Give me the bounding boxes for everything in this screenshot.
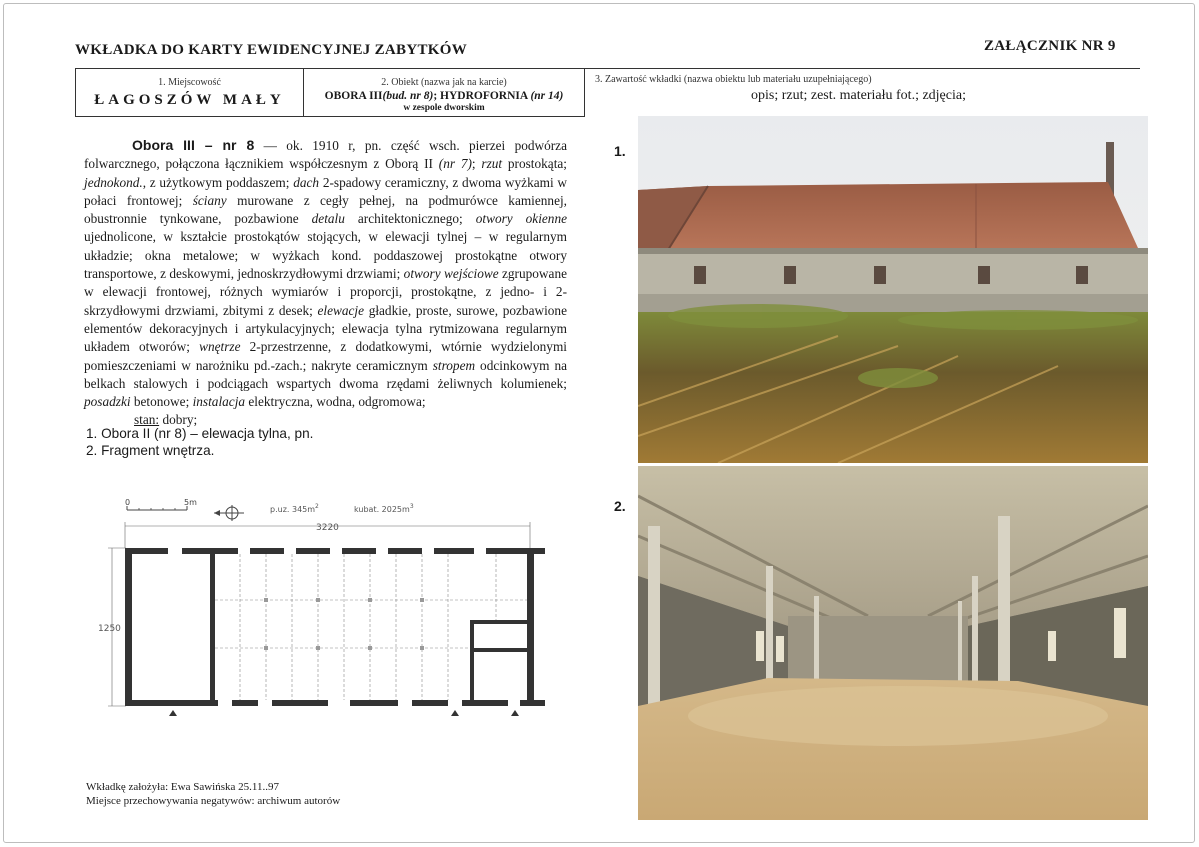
description-lead: Obora III – nr 8 <box>132 137 255 153</box>
condition-label: stan: <box>134 412 160 428</box>
object-name-part: ; HYDROFORNIA <box>433 90 531 102</box>
description-text: zgrupowane w elewacji frontowej, różnych wymiarów i proporcji, prostokątne, z jedno- i 2-skrzydłowymi drzwiami, zbitymi z desek; <box>84 266 567 318</box>
object-name-part: (bud. nr 8) <box>382 90 434 102</box>
floor-plan <box>98 488 558 728</box>
description-text: ujednolicone, w kształcie prostokątów stojących, w elewacji tylnej – w regularnym układzie; okna metalowe; w wyżkach kond. poddaszowej prostokątne otwory transportowe, z deskowymi, jednoskrzydłowymi drzwiami; <box>84 229 567 282</box>
description-text: odcinkowym na belkach stalowych i podciągach wspartych dwoma rzędami żeliwnych kolumienek; <box>84 357 567 391</box>
photo-barn-exterior <box>638 116 1148 463</box>
contents-field <box>585 68 1140 117</box>
description-term: otwory wejściowe <box>403 266 499 282</box>
photo-1-number: 1. <box>614 143 626 159</box>
description-text: — ok. 1910 r, pn. część wsch. pierzei podwórza folwarcznego, połączona łącznikiem współczesnym z Oborą II <box>84 138 567 172</box>
description-term: rzut <box>481 156 503 172</box>
annex-number: ZAŁĄCZNIK NR 9 <box>984 38 1116 54</box>
object-subtitle: w zespole dworskim <box>403 103 485 113</box>
usable-area-value: p.uz. 345m <box>270 505 316 514</box>
object-field <box>303 68 585 117</box>
scale-five: 5m <box>184 498 197 507</box>
photo-barn-interior <box>638 466 1148 820</box>
locality-value: ŁAGOSZÓW MAŁY <box>94 92 285 108</box>
description-text: , z użytkowym poddaszem; <box>142 174 294 190</box>
footer <box>86 780 340 808</box>
description-term: instalacja <box>192 394 246 410</box>
scale-bar <box>125 498 197 510</box>
contents-label: 3. Zawartość wkładki (nazwa obiektu lub materiału uzupełniającego) <box>595 74 872 85</box>
photo-2-number: 2. <box>614 498 626 514</box>
description-term: otwory okienne <box>475 211 568 227</box>
description-text: gładkie, proste, surowe, pozbawione elementów dekoracyjnych i artykulacyjnych; elewacja tylna rytmizowana regularnym układem otworów; <box>84 302 567 355</box>
description-text: prostokąta; <box>502 156 567 172</box>
description-term: (nr 7) <box>438 156 472 172</box>
usable-area-unit: 2 <box>315 503 319 510</box>
document-title: WKŁADKA DO KARTY EWIDENCYJNEJ ZABYTKÓW <box>75 42 468 58</box>
description-term: wnętrze <box>199 339 241 355</box>
description-text: murowane z cegły pełnej, na podmurówce kamiennej, obustronnie tynkowane, pozbawione <box>84 192 568 227</box>
entrance-markers <box>169 710 519 716</box>
scale-zero: 0 <box>125 498 131 507</box>
usable-area <box>270 503 319 514</box>
locality-field <box>75 68 303 117</box>
volume-unit: 3 <box>409 503 414 510</box>
description-text: 2-przestrzenne, z dodatkowymi, wtórnie wydzielonymi pomieszczeniami w narożniku pd.-zach.; nakryte ceramicznym <box>84 339 567 373</box>
description-text: ; <box>471 156 482 172</box>
description-text: elektryczna, wodna, odgromowa; <box>245 394 426 410</box>
description-term: stropem <box>432 357 476 373</box>
contents-value: opis; rzut; zest. materiału fot.; zdjęcia; <box>751 88 966 103</box>
description-text: 2-spadowy ceramiczny, z dwoma wyżkami w połaci frontowej; <box>84 174 567 208</box>
depth-dimension: 1250 <box>98 624 121 634</box>
locality-label: 1. Miejscowość <box>158 77 221 88</box>
description-text: architektonicznego; <box>344 211 476 227</box>
description-term: dach <box>293 174 320 190</box>
negatives-location: Miejsce przechowywania negatywów: archiwum autorów <box>86 795 341 807</box>
description-term: detalu <box>311 211 345 227</box>
width-dimension: 3220 <box>316 523 339 533</box>
description-term: jednokond. <box>84 174 143 190</box>
created-by: Wkładkę założyła: Ewa Sawińska 25.11..97 <box>86 781 279 793</box>
caption-2: 2. Fragment wnętrza. <box>86 443 215 458</box>
caption-1: 1. Obora II (nr 8) – elewacja tylna, pn. <box>86 426 314 441</box>
description-term: posadzki <box>84 394 131 410</box>
north-arrow-icon <box>214 505 244 521</box>
photo-captions <box>86 425 313 459</box>
object-name <box>304 90 584 102</box>
description-term: ściany <box>192 192 227 208</box>
object-description <box>84 136 567 430</box>
volume-value: kubat. 2025m <box>354 505 410 514</box>
column-grid <box>215 554 527 700</box>
description-term: elewacje <box>317 302 365 318</box>
volume <box>354 503 414 514</box>
object-name-part: (nr 14) <box>530 90 564 102</box>
object-label: 2. Obiekt (nazwa jak na karcie) <box>381 77 507 88</box>
object-name-part: OBORA III <box>324 90 383 102</box>
condition-value: dobry; <box>159 412 198 428</box>
description-text: betonowe; <box>130 394 193 410</box>
building-outline <box>125 548 545 706</box>
